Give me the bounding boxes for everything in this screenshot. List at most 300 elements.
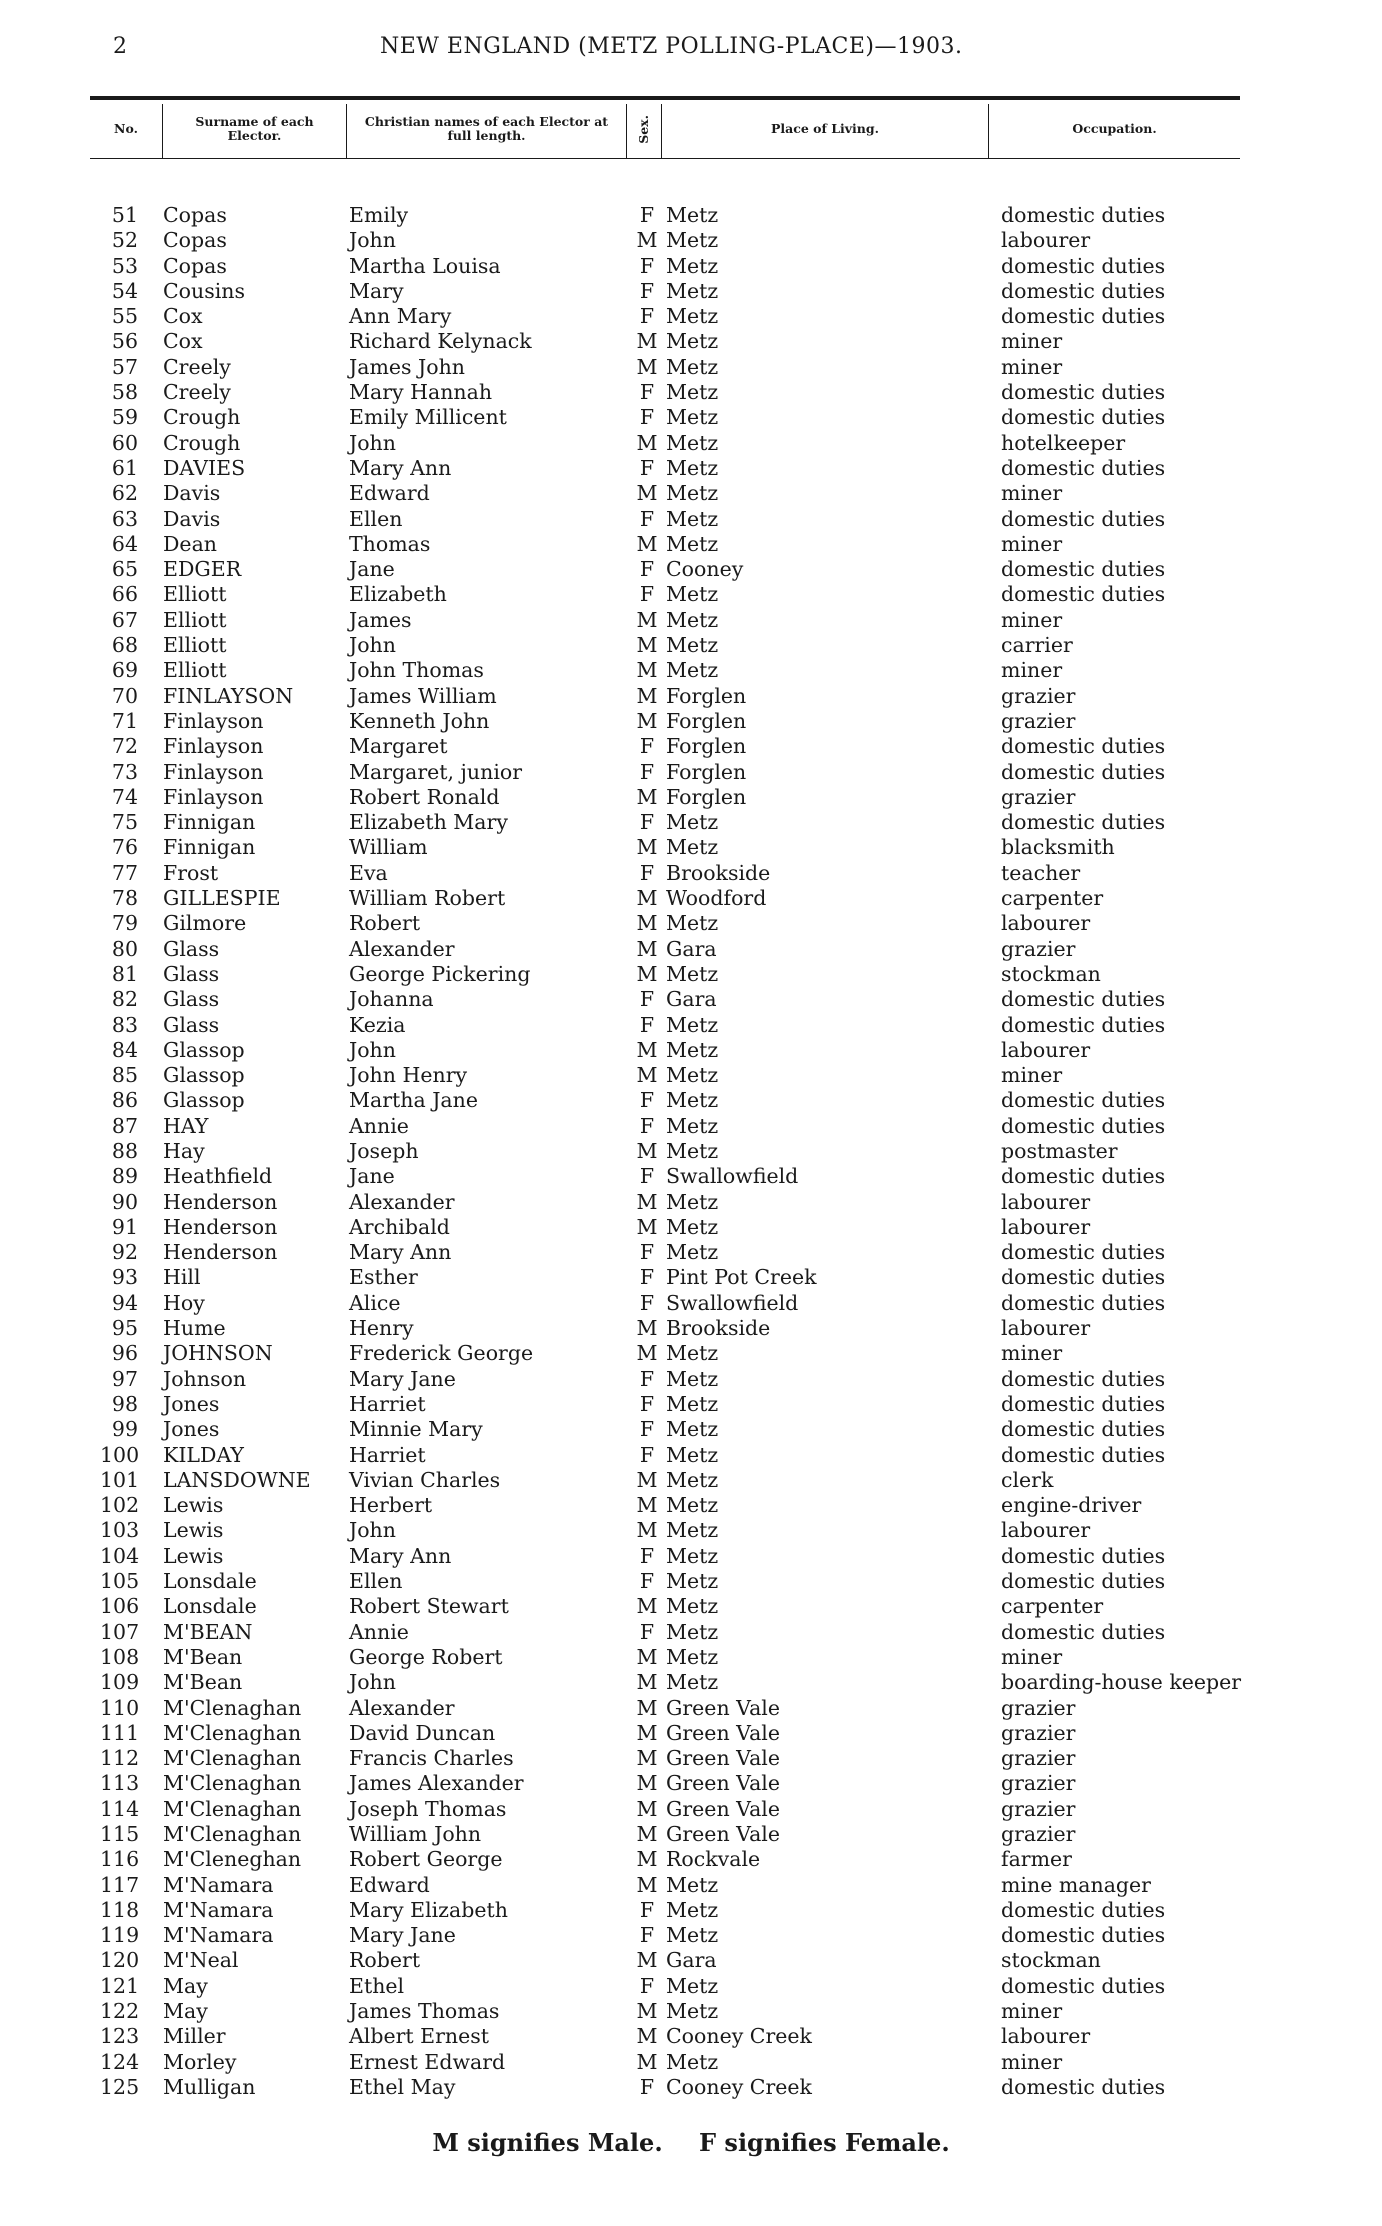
table-row: [0, 633, 1382, 658]
sex: M: [636, 1518, 658, 1543]
surname: Mulligan: [163, 2074, 256, 2099]
surname: Cox: [163, 329, 203, 354]
surname: Finnigan: [163, 810, 256, 835]
sex: M: [636, 354, 658, 379]
sex: M: [636, 1822, 658, 1846]
christian-names: Ethel: [349, 1973, 405, 1998]
christian-names: Martha Louisa: [349, 253, 501, 278]
christian-names: Robert George: [349, 1847, 503, 1872]
elector-number: 78: [111, 886, 138, 911]
table-row: [0, 709, 1382, 734]
elector-number: 93: [111, 1265, 138, 1290]
table-row: [0, 1974, 1382, 1999]
male-note: M signifies Male.: [432, 2128, 663, 2157]
table-row: [0, 254, 1382, 279]
place-of-living: Metz: [666, 1973, 719, 1998]
table-row: [0, 1797, 1382, 1822]
occupation: domestic duties: [1001, 2074, 1166, 2099]
table-row: [0, 329, 1382, 354]
occupation: domestic duties: [1001, 1240, 1166, 1265]
sex: M: [636, 1316, 658, 1341]
sex: F: [639, 1619, 655, 1644]
elector-number: 52: [111, 228, 138, 253]
christian-names: Emily: [349, 203, 409, 227]
sex: M: [636, 329, 658, 354]
occupation: domestic duties: [1001, 304, 1166, 329]
place-of-living: Green Vale: [666, 1771, 780, 1796]
table-row: [0, 1999, 1382, 2024]
place-of-living: Metz: [666, 1391, 719, 1416]
surname: Finlayson: [163, 784, 264, 809]
place-of-living: Metz: [666, 531, 719, 556]
sex: F: [639, 1543, 655, 1568]
occupation: blacksmith: [1001, 835, 1115, 860]
christian-names: Edward: [349, 1872, 430, 1897]
place-of-living: Metz: [666, 1088, 719, 1113]
occupation: domestic duties: [1001, 1088, 1166, 1113]
elector-number: 60: [111, 430, 138, 455]
table-row: [0, 1443, 1382, 1468]
surname: Glass: [163, 1012, 220, 1037]
sex: M: [636, 1720, 658, 1745]
occupation: grazier: [1001, 784, 1076, 809]
table-row: [0, 911, 1382, 936]
surname: Elliott: [163, 633, 227, 658]
column-header-sex-label: Sex.: [636, 114, 651, 144]
occupation: domestic duties: [1001, 582, 1166, 607]
table-row: [0, 1367, 1382, 1392]
sex: F: [639, 557, 655, 582]
surname: JOHNSON: [163, 1341, 273, 1366]
occupation: labourer: [1001, 1189, 1091, 1214]
occupation: carpenter: [1001, 1594, 1104, 1619]
surname: Dean: [163, 531, 217, 556]
christian-names: Ellen: [349, 506, 403, 531]
elector-number: 104: [100, 1543, 140, 1568]
elector-number: 82: [111, 987, 138, 1012]
elector-number: 55: [111, 304, 138, 329]
elector-number: 64: [111, 531, 138, 556]
place-of-living: Metz: [666, 1012, 719, 1037]
christian-names: Robert: [349, 911, 421, 936]
christian-names: Herbert: [349, 1493, 433, 1518]
sex: M: [636, 1063, 658, 1088]
occupation: grazier: [1001, 1796, 1076, 1821]
surname: Glass: [163, 961, 220, 986]
column-header-occupation: Occupation.: [1072, 121, 1157, 136]
elector-number: 58: [111, 380, 138, 405]
elector-number: 62: [111, 481, 138, 506]
table-row: [0, 608, 1382, 633]
elector-number: 69: [111, 658, 138, 683]
elector-number: 121: [100, 1973, 140, 1998]
christian-names: Mary Ann: [349, 455, 452, 480]
elector-number: 74: [111, 784, 138, 809]
occupation: miner: [1001, 1644, 1063, 1669]
sex: F: [639, 203, 655, 227]
christian-names: Kenneth John: [349, 708, 490, 733]
surname: Henderson: [163, 1240, 278, 1265]
table-row: [0, 861, 1382, 886]
elector-number: 99: [111, 1417, 138, 1442]
christian-names: Mary Ann: [349, 1240, 452, 1265]
sex: M: [636, 1467, 658, 1492]
elector-number: 80: [111, 936, 138, 961]
occupation: stockman: [1001, 961, 1101, 986]
surname: Finlayson: [163, 708, 264, 733]
occupation: domestic duties: [1001, 380, 1166, 405]
place-of-living: Gara: [666, 936, 717, 961]
elector-number: 84: [111, 1037, 138, 1062]
sex: F: [639, 1290, 655, 1315]
table-row: [0, 582, 1382, 607]
table-row: [0, 1721, 1382, 1746]
column-header-sex: [627, 100, 661, 158]
occupation: domestic duties: [1001, 1164, 1166, 1189]
place-of-living: Swallowfield: [666, 1164, 799, 1189]
christian-names: George Robert: [349, 1644, 503, 1669]
occupation: engine-driver: [1001, 1493, 1142, 1518]
place-of-living: Metz: [666, 228, 719, 253]
elector-number: 91: [111, 1214, 138, 1239]
column-header-place: Place of Living.: [771, 121, 879, 136]
elector-number: 118: [100, 1897, 140, 1922]
sex: M: [636, 658, 658, 683]
surname: Creely: [163, 380, 231, 405]
christian-names: Annie: [349, 1619, 409, 1644]
occupation: domestic duties: [1001, 1569, 1166, 1594]
sex: M: [636, 481, 658, 506]
table-row: [0, 1417, 1382, 1442]
occupation: labourer: [1001, 1518, 1091, 1543]
place-of-living: Metz: [666, 430, 719, 455]
place-of-living: Metz: [666, 658, 719, 683]
sex: F: [639, 734, 655, 759]
surname: Lonsdale: [163, 1569, 257, 1594]
table-row: [0, 507, 1382, 532]
table-row: [0, 1114, 1382, 1139]
table-row: [0, 1240, 1382, 1265]
place-of-living: Metz: [666, 506, 719, 531]
occupation: domestic duties: [1001, 405, 1166, 430]
page-title: NEW ENGLAND (METZ POLLING-PLACE)—1903.: [380, 34, 963, 59]
surname: M'Clenaghan: [163, 1695, 302, 1720]
place-of-living: Metz: [666, 1999, 719, 2024]
place-of-living: Metz: [666, 961, 719, 986]
place-of-living: Metz: [666, 1366, 719, 1391]
sex: M: [636, 1594, 658, 1619]
occupation: farmer: [1001, 1847, 1072, 1872]
elector-number: 63: [111, 506, 138, 531]
footer-note: [0, 2128, 1382, 2157]
sex: M: [636, 228, 658, 253]
christian-names: Elizabeth: [349, 582, 447, 607]
christian-names: Mary Jane: [349, 1366, 456, 1391]
place-of-living: Metz: [666, 1644, 719, 1669]
elector-number: 117: [100, 1872, 140, 1897]
christian-names: Edward: [349, 481, 430, 506]
surname: Davis: [163, 506, 221, 531]
sex: M: [636, 1771, 658, 1796]
elector-number: 114: [100, 1796, 140, 1821]
christian-names: Esther: [349, 1265, 418, 1290]
place-of-living: Swallowfield: [666, 1290, 799, 1315]
occupation: domestic duties: [1001, 1417, 1166, 1442]
sex: M: [636, 1796, 658, 1821]
occupation: domestic duties: [1001, 1012, 1166, 1037]
elector-number: 73: [111, 759, 138, 784]
place-of-living: Rockvale: [666, 1847, 761, 1872]
table-row: [0, 2024, 1382, 2049]
elector-list: [0, 203, 1382, 2100]
occupation: domestic duties: [1001, 734, 1166, 759]
christian-names: John: [349, 228, 396, 253]
sex: F: [639, 1164, 655, 1189]
table-row: [0, 1316, 1382, 1341]
elector-number: 109: [100, 1670, 140, 1695]
surname: Copas: [163, 203, 227, 227]
sex: M: [636, 1999, 658, 2024]
sex: M: [636, 835, 658, 860]
elector-number: 72: [111, 734, 138, 759]
place-of-living: Green Vale: [666, 1822, 780, 1846]
christian-names: Mary Jane: [349, 1923, 456, 1948]
occupation: domestic duties: [1001, 1366, 1166, 1391]
surname: Glass: [163, 987, 220, 1012]
occupation: domestic duties: [1001, 557, 1166, 582]
sex: M: [636, 886, 658, 911]
christian-names: John Thomas: [349, 658, 484, 683]
place-of-living: Metz: [666, 1417, 719, 1442]
table-row: [0, 937, 1382, 962]
table-row: [0, 228, 1382, 253]
table-row: [0, 1190, 1382, 1215]
surname: Glass: [163, 936, 220, 961]
occupation: miner: [1001, 329, 1063, 354]
table-row: [0, 1594, 1382, 1619]
place-of-living: Green Vale: [666, 1796, 780, 1821]
christian-names: Margaret, junior: [349, 759, 523, 784]
surname: M'Bean: [163, 1644, 243, 1669]
christian-names: Emily Millicent: [349, 405, 507, 430]
christian-names: Frederick George: [349, 1341, 534, 1366]
table-row: [0, 1898, 1382, 1923]
christian-names: James William: [349, 683, 497, 708]
table-row: [0, 1038, 1382, 1063]
table-row: [0, 1518, 1382, 1543]
place-of-living: Metz: [666, 1670, 719, 1695]
occupation: miner: [1001, 1063, 1063, 1088]
page-number: 2: [113, 34, 127, 59]
christian-names: Joseph Thomas: [349, 1796, 507, 1821]
column-header-surname: Surname of each Elector.: [195, 114, 314, 143]
elector-number: 106: [100, 1594, 140, 1619]
surname: M'Namara: [163, 1897, 274, 1922]
sex: M: [636, 1138, 658, 1163]
elector-number: 90: [111, 1189, 138, 1214]
sex: F: [639, 506, 655, 531]
elector-number: 59: [111, 405, 138, 430]
sex: M: [636, 1493, 658, 1518]
occupation: miner: [1001, 607, 1063, 632]
occupation: labourer: [1001, 1316, 1091, 1341]
surname: DAVIES: [163, 455, 246, 480]
elector-number: 115: [100, 1822, 140, 1846]
christian-names: George Pickering: [349, 961, 531, 986]
elector-number: 86: [111, 1088, 138, 1113]
christian-names: William John: [349, 1822, 482, 1846]
christian-names: John: [349, 633, 396, 658]
table-row: [0, 1215, 1382, 1240]
christian-names: Mary Elizabeth: [349, 1897, 508, 1922]
place-of-living: Metz: [666, 810, 719, 835]
surname: Copas: [163, 253, 227, 278]
table-row: [0, 1847, 1382, 1872]
occupation: domestic duties: [1001, 810, 1166, 835]
christian-names: Minnie Mary: [349, 1417, 483, 1442]
female-note: F signifies Female.: [699, 2128, 950, 2157]
elector-number: 101: [100, 1467, 140, 1492]
place-of-living: Gara: [666, 1948, 717, 1973]
table-row: [0, 279, 1382, 304]
christian-names: Joseph: [349, 1138, 419, 1163]
occupation: domestic duties: [1001, 1543, 1166, 1568]
place-of-living: Metz: [666, 380, 719, 405]
sex: M: [636, 1670, 658, 1695]
sex: F: [639, 1897, 655, 1922]
elector-number: 70: [111, 683, 138, 708]
place-of-living: Metz: [666, 1341, 719, 1366]
occupation: domestic duties: [1001, 987, 1166, 1012]
place-of-living: Metz: [666, 835, 719, 860]
elector-number: 96: [111, 1341, 138, 1366]
elector-number: 75: [111, 810, 138, 835]
sex: M: [636, 2024, 658, 2049]
place-of-living: Metz: [666, 1619, 719, 1644]
occupation: domestic duties: [1001, 278, 1166, 303]
sex: F: [639, 2074, 655, 2099]
place-of-living: Brookside: [666, 860, 771, 885]
elector-number: 112: [100, 1746, 140, 1771]
surname: Jones: [163, 1417, 220, 1442]
sex: M: [636, 683, 658, 708]
elector-number: 94: [111, 1290, 138, 1315]
elector-number: 108: [100, 1644, 140, 1669]
surname: M'BEAN: [163, 1619, 253, 1644]
occupation: mine manager: [1001, 1872, 1151, 1897]
table-row: [0, 658, 1382, 683]
surname: EDGER: [163, 557, 242, 582]
elector-number: 71: [111, 708, 138, 733]
christian-names: Ann Mary: [349, 304, 452, 329]
surname: Glassop: [163, 1088, 245, 1113]
sex: F: [639, 304, 655, 329]
occupation: clerk: [1001, 1467, 1054, 1492]
elector-number: 51: [111, 203, 138, 227]
christian-names: Mary Hannah: [349, 380, 493, 405]
place-of-living: Forglen: [666, 734, 747, 759]
sex: F: [639, 380, 655, 405]
table-row: [0, 431, 1382, 456]
place-of-living: Metz: [666, 1897, 719, 1922]
sex: F: [639, 1088, 655, 1113]
surname: Hume: [163, 1316, 226, 1341]
place-of-living: Metz: [666, 1569, 719, 1594]
elector-number: 54: [111, 278, 138, 303]
occupation: miner: [1001, 354, 1063, 379]
elector-number: 87: [111, 1113, 138, 1138]
elector-number: 66: [111, 582, 138, 607]
sex: M: [636, 531, 658, 556]
occupation: grazier: [1001, 936, 1076, 961]
place-of-living: Metz: [666, 1189, 719, 1214]
surname: Davis: [163, 481, 221, 506]
surname: Hill: [163, 1265, 201, 1290]
christian-names: Mary Ann: [349, 1543, 452, 1568]
place-of-living: Metz: [666, 278, 719, 303]
sex: M: [636, 1037, 658, 1062]
elector-number: 57: [111, 354, 138, 379]
occupation: grazier: [1001, 1771, 1076, 1796]
surname: Elliott: [163, 607, 227, 632]
sex: F: [639, 1391, 655, 1416]
place-of-living: Metz: [666, 203, 719, 227]
surname: May: [163, 1999, 208, 2024]
occupation: domestic duties: [1001, 1391, 1166, 1416]
table-row: [0, 760, 1382, 785]
surname: M'Clenaghan: [163, 1822, 302, 1846]
surname: Hoy: [163, 1290, 205, 1315]
place-of-living: Metz: [666, 1467, 719, 1492]
christian-names: Jane: [349, 557, 395, 582]
place-of-living: Metz: [666, 1923, 719, 1948]
christian-names: John: [349, 1037, 396, 1062]
sex: F: [639, 759, 655, 784]
surname: M'Neal: [163, 1948, 239, 1973]
place-of-living: Cooney: [666, 557, 744, 582]
place-of-living: Green Vale: [666, 1746, 780, 1771]
elector-number: 122: [100, 1999, 140, 2024]
sex: F: [639, 278, 655, 303]
occupation: domestic duties: [1001, 1619, 1166, 1644]
christian-names: Eva: [349, 860, 388, 885]
sex: F: [639, 1442, 655, 1467]
occupation: domestic duties: [1001, 1265, 1166, 1290]
occupation: teacher: [1001, 860, 1081, 885]
christian-names: Alexander: [349, 1189, 455, 1214]
occupation: domestic duties: [1001, 1290, 1166, 1315]
surname: Hay: [163, 1138, 205, 1163]
table-row: [0, 1493, 1382, 1518]
surname: Henderson: [163, 1214, 278, 1239]
sex: F: [639, 860, 655, 885]
place-of-living: Metz: [666, 253, 719, 278]
table-row: [0, 1620, 1382, 1645]
sex: M: [636, 1746, 658, 1771]
christian-names: Vivian Charles: [349, 1467, 501, 1492]
surname: GILLESPIE: [163, 886, 281, 911]
place-of-living: Brookside: [666, 1316, 771, 1341]
occupation: stockman: [1001, 1948, 1101, 1973]
table-row: [0, 1746, 1382, 1771]
place-of-living: Metz: [666, 582, 719, 607]
sex: M: [636, 708, 658, 733]
table-row: [0, 1544, 1382, 1569]
occupation: labourer: [1001, 1214, 1091, 1239]
surname: Crough: [163, 405, 241, 430]
place-of-living: Metz: [666, 304, 719, 329]
christian-names: Martha Jane: [349, 1088, 478, 1113]
